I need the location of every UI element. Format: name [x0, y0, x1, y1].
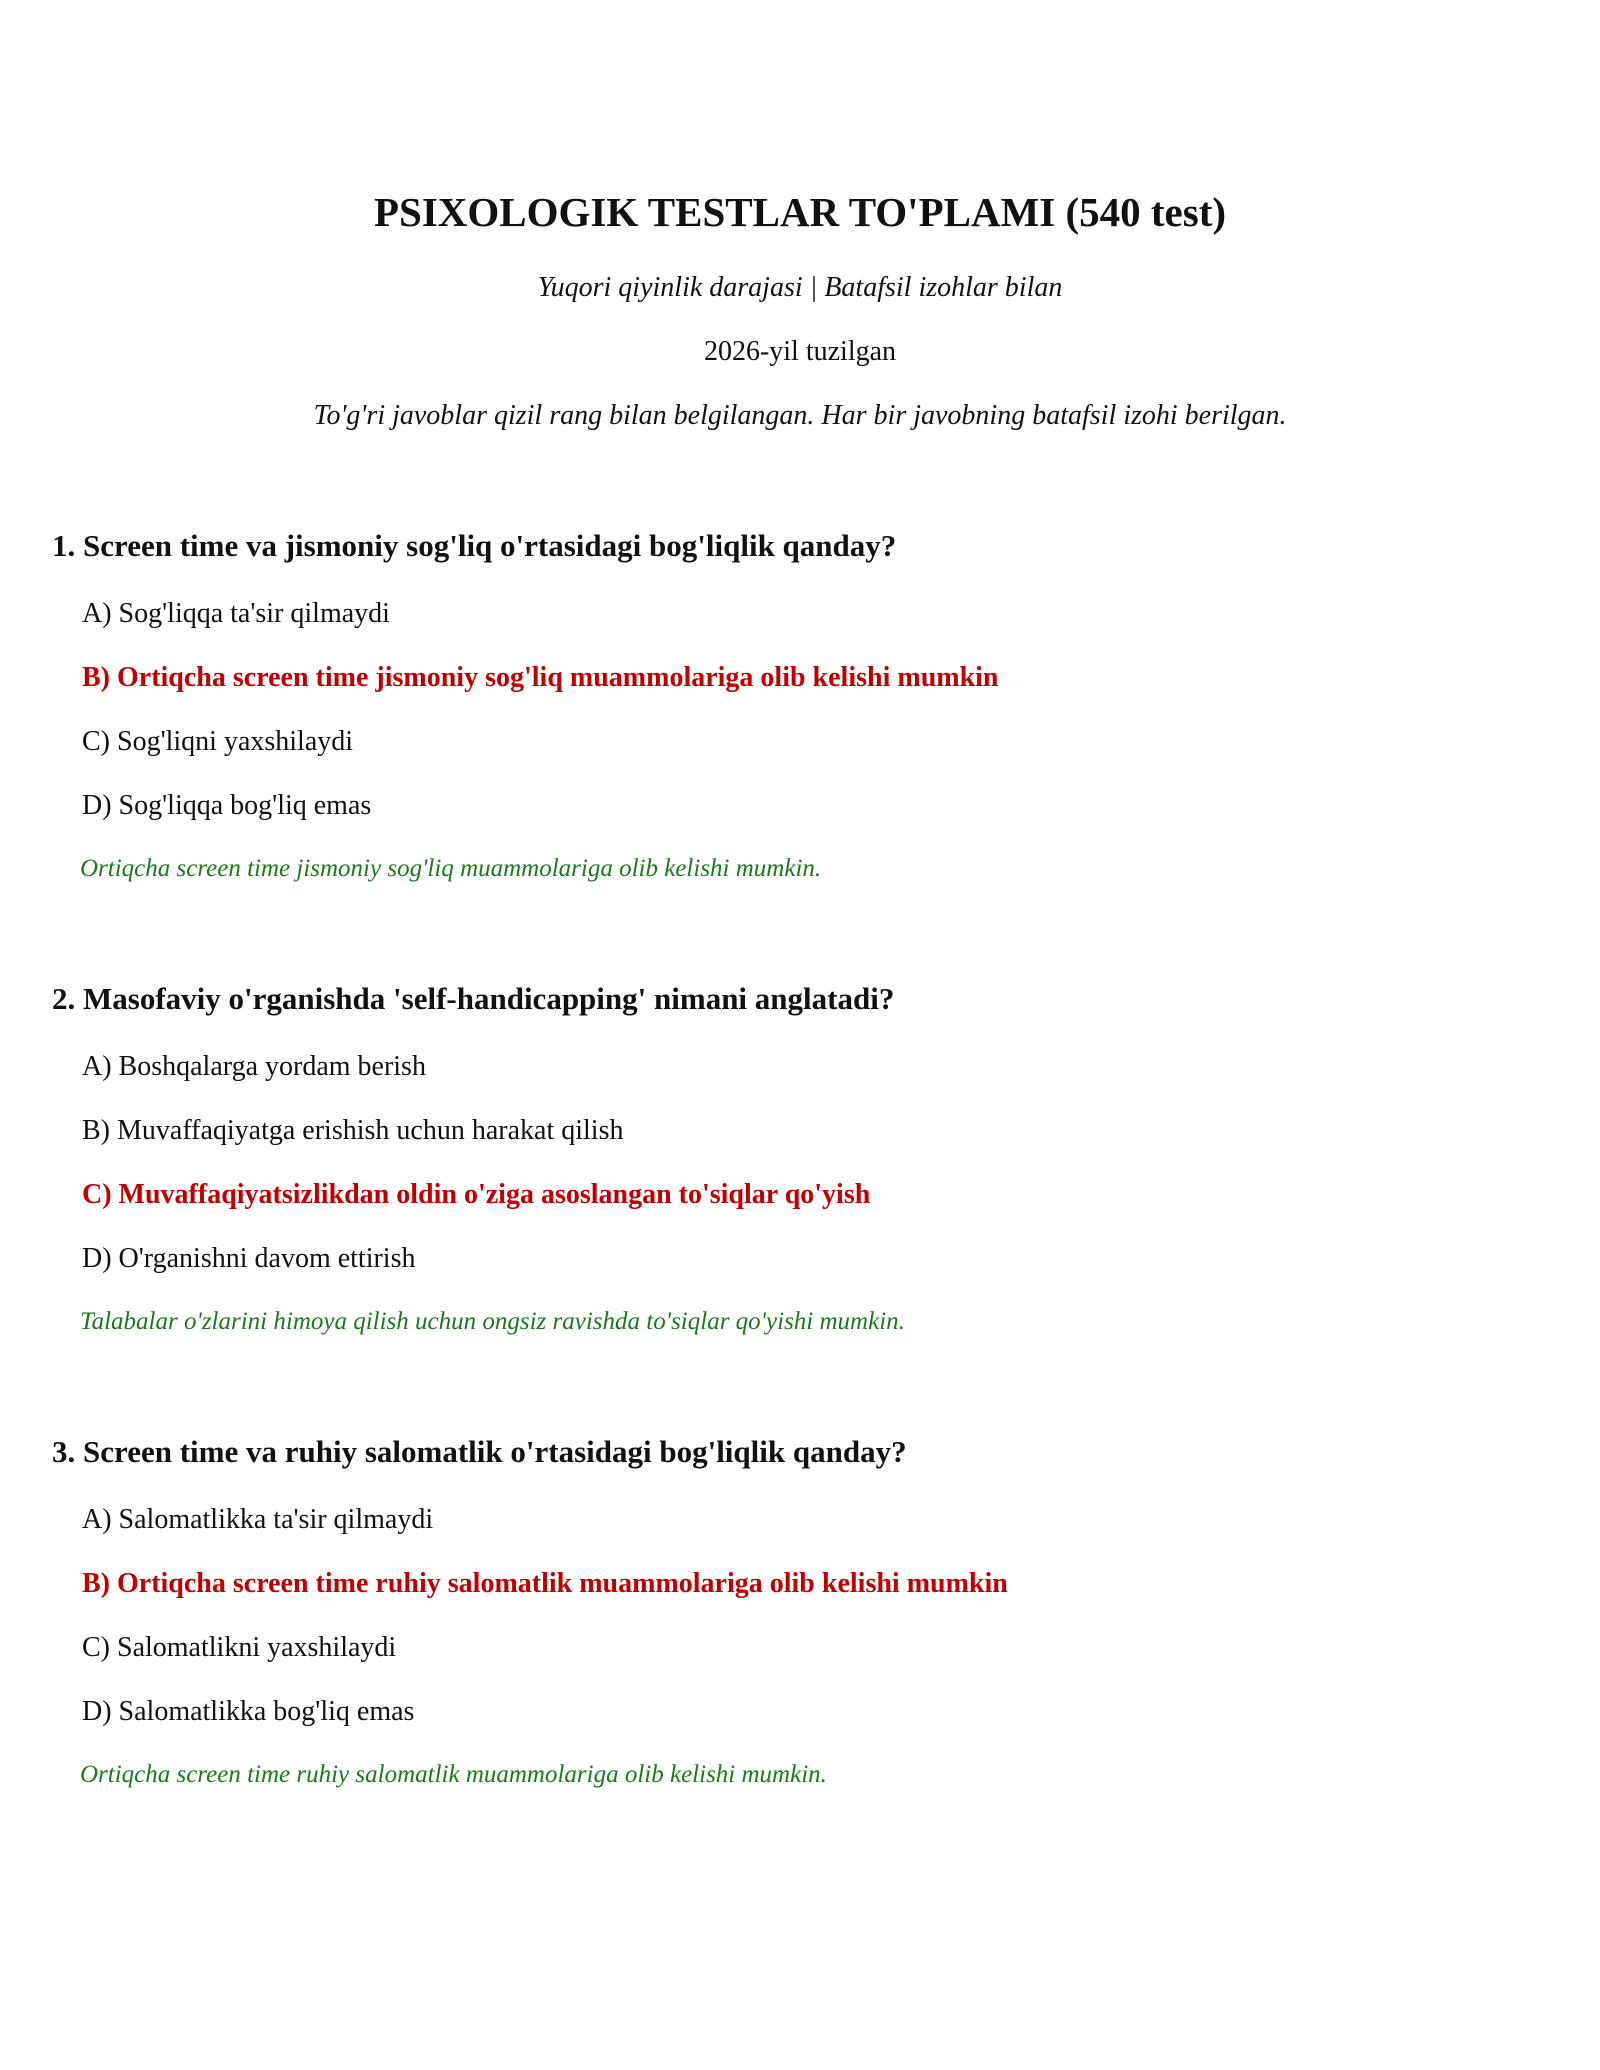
option-b: B) Muvaffaqiyatga erishish uchun harakat qilish — [82, 1115, 624, 1146]
option-d: D) Sog'liqqa bog'liq emas — [82, 790, 372, 821]
option-b-correct: B) Ortiqcha screen time ruhiy salomatlik muammolariga olib kelishi mumkin — [82, 1568, 1008, 1599]
answer-explanation: Ortiqcha screen time jismoniy sog'liq muammolariga olib kelishi mumkin. — [80, 855, 822, 882]
option-a: A) Salomatlikka ta'sir qilmaydi — [82, 1504, 434, 1535]
document-title: PSIXOLOGIK TESTLAR TO'PLAMI (540 test) — [373, 189, 1226, 235]
option-c: C) Salomatlikni yaxshilaydi — [82, 1632, 397, 1663]
answer-explanation: Ortiqcha screen time ruhiy salomatlik muammolariga olib kelishi mumkin. — [80, 1761, 827, 1788]
question-title: 2. Masofaviy o'rganishda 'self-handicapping' nimani anglatadi? — [52, 981, 895, 1016]
document-year: 2026-yil tuzilgan — [703, 336, 897, 367]
document-subtitle: Yuqori qiyinlik darajasi | Batafsil izohlar bilan — [537, 272, 1063, 303]
option-a: A) Sog'liqqa ta'sir qilmaydi — [82, 598, 390, 629]
question-title: 3. Screen time va ruhiy salomatlik o'rtasidagi bog'liqlik qanday? — [52, 1434, 907, 1469]
option-d: D) O'rganishni davom ettirish — [82, 1243, 416, 1274]
answer-explanation: Talabalar o'zlarini himoya qilish uchun ongsiz ravishda to'siqlar qo'yishi mumkin. — [80, 1308, 905, 1335]
option-a: A) Boshqalarga yordam berish — [82, 1051, 426, 1082]
option-c-correct: C) Muvaffaqiyatsizlikdan oldin o'ziga asoslangan to'siqlar qo'yish — [82, 1179, 871, 1210]
option-b-correct: B) Ortiqcha screen time jismoniy sog'liq muammolariga olib kelishi mumkin — [82, 662, 999, 693]
document-note: To'g'ri javoblar qizil rang bilan belgilangan. Har bir javobning batafsil izohi berilgan. — [313, 400, 1287, 431]
option-c: C) Sog'liqni yaxshilaydi — [82, 726, 354, 757]
option-d: D) Salomatlikka bog'liq emas — [82, 1696, 415, 1727]
question-title: 1. Screen time va jismoniy sog'liq o'rtasidagi bog'liqlik qanday? — [52, 528, 897, 563]
